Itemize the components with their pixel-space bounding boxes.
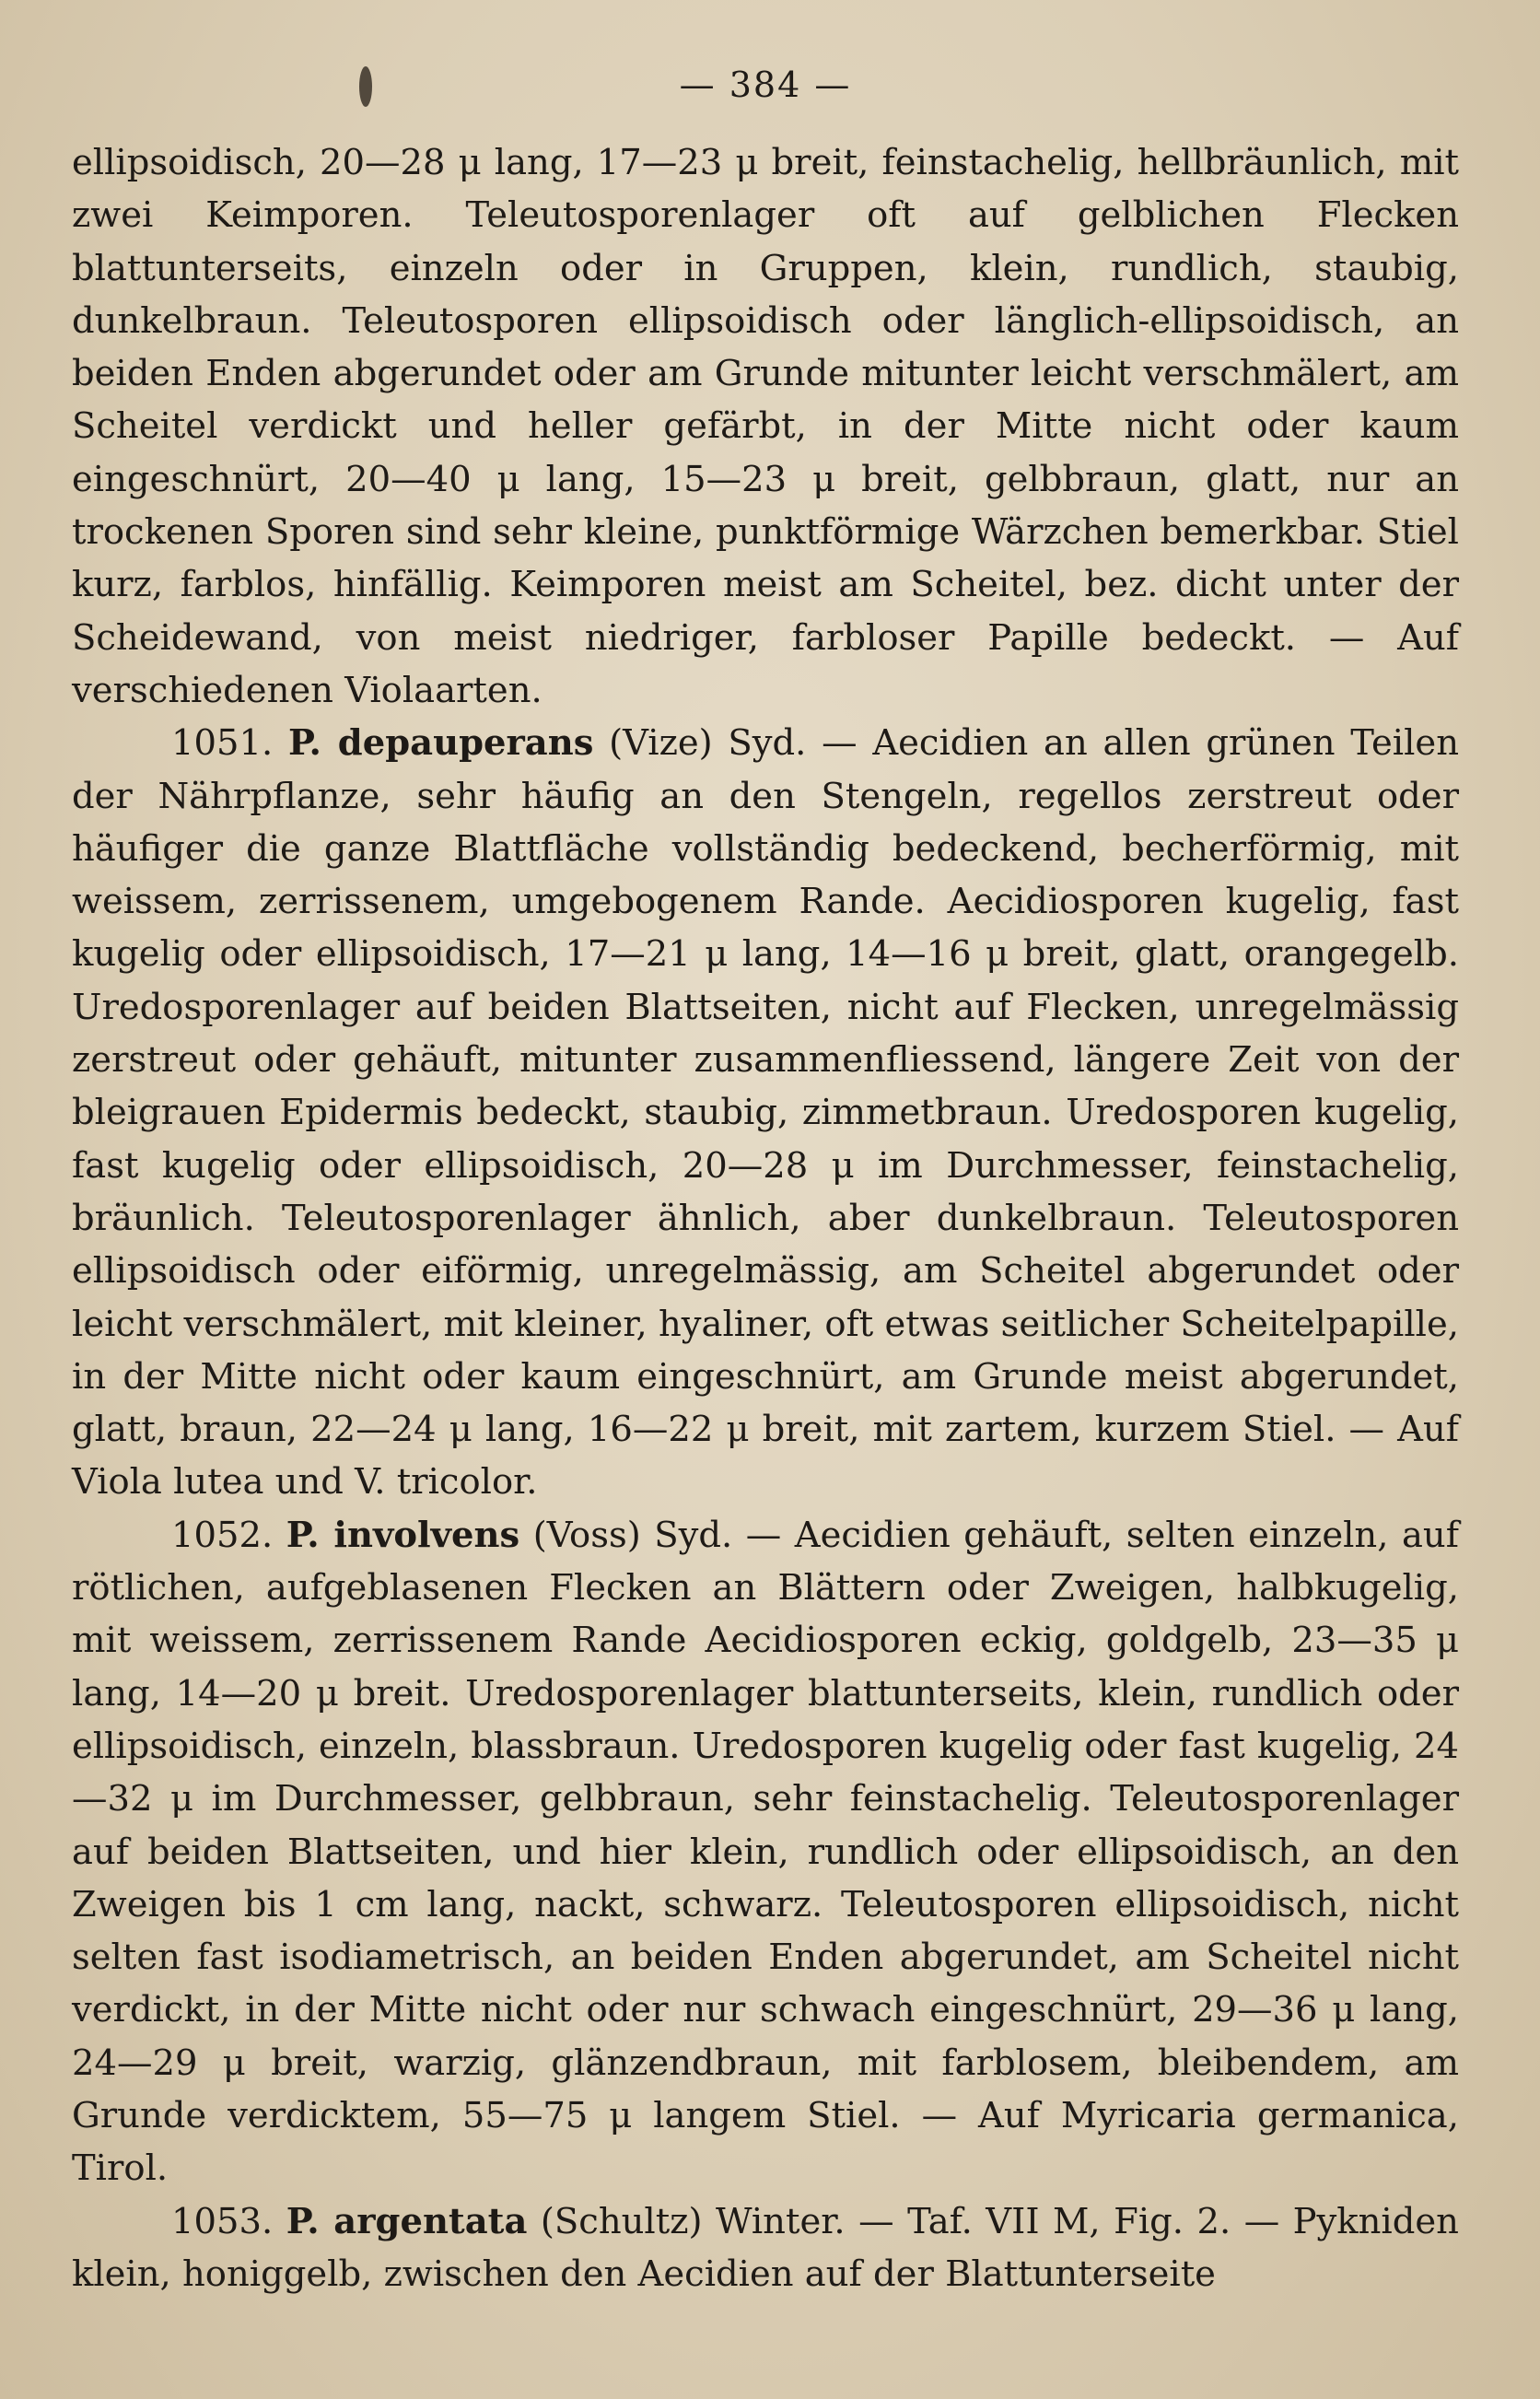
species-name: P. depauperans [287,722,594,765]
entry-number: 1051. [171,722,274,765]
species-name: P. involvens [286,1514,520,1556]
page-number: — 384 — [679,64,852,105]
paragraph-continued: ellipsoidisch, 20—28 μ lang, 17—23 μ breit, feinstachelig, hellbräunlich, mit zwei Keimporen. Teleutosporenlager oft auf gelblichen Flecken blattunterseits, einzeln oder in Gruppen, klein, rundlich, staubig, dunkelbraun. Teleutosporen ellipsoidisch oder länglich-ellipsoidisch, an beiden Enden abgerundet oder am Grunde mitunter leicht verschmälert, am Scheitel verdickt und heller gefärbt, in der Mitte nicht oder kaum eingeschnürt, 20—40 μ lang, 15—23 μ breit, gelbbraun, glatt, nur an trockenen Sporen sind sehr kleine, punktförmige Wärzchen bemerkbar. Stiel kurz, farblos, hinfällig. Keimporen meist am Scheitel, bez. dicht unter der Scheidewand, von meist niedriger, farbloser Papille bedeckt. — Auf verschiedenen Violaarten. [72,142,1459,711]
entry-1051 [72,717,1459,1508]
entry-text: Aecidien an allen grünen Teilen der Nährpflanze, sehr häufig an den Stengeln, regellos zerstreut oder häufiger die ganze Blattfläche vollständig bedeckend, becherförmig, mit weissem, zerrissenem, umgebogenem Rande. Aecidiosporen kugelig, fast kugelig oder ellipsoidisch, 17—21 μ lang, 14—16 μ breit, glatt, orangegelb. Uredosporenlager auf beiden Blattseiten, nicht auf Flecken, unregelmässig zerstreut oder gehäuft, mitunter zusammenfliessend, längere Zeit von der bleigrauen Epidermis bedeckt, staubig, zimmetbraun. Uredosporen kugelig, fast kugelig oder ellipsoidisch, 20—28 μ im Durchmesser, feinstachelig, bräunlich. Teleutosporenlager ähnlich, aber dunkelbraun. Teleutosporen ellipsoidisch oder eiförmig, unregelmässig, am Scheitel abgerundet oder leicht verschmälert, mit kleiner, hyaliner, oft etwas seitlicher Scheitelpapille, in der Mitte nicht oder kaum eingeschnürt, am Grunde meist abgerundet, glatt, braun, 22—24 μ lang, 16—22 μ breit, mit zartem, kurzem Stiel. — Auf Viola lutea und V. tricolor. [72,722,1459,1504]
entry-text: Pykniden klein, honiggelb, zwischen den Aecidien auf der Blattunterseite [72,2200,1459,2295]
entry-text: Aecidien gehäuft, selten einzeln, auf rötlichen, aufgeblasenen Flecken an Blättern oder Zweigen, halbkugelig, mit weissem, zerrissenem Rande Aecidiosporen eckig, goldgelb, 23—35 μ lang, 14—20 μ breit. Uredosporenlager blattunterseits, klein, rundlich oder ellipsoidisch, einzeln, blassbraun. Uredosporen kugelig oder fast kugelig, 24—32 μ im Durchmesser, gelbbraun, sehr feinstachelig. Teleutosporenlager auf beiden Blattseiten, und hier klein, rundlich oder ellipsoidisch, an den Zweigen bis 1 cm lang, nackt, schwarz. Teleutosporen ellipsoidisch, nicht selten fast isodiametrisch, an beiden Enden abgerundet, am Scheitel nicht verdickt, in der Mitte nicht oder nur schwach eingeschnürt, 29—36 μ lang, 24—29 μ breit, warzig, glänzendbraun, mit farblosem, bleibendem, am Grunde verdicktem, 55—75 μ langem Stiel. — Auf Myricaria germanica, Tirol. [72,1514,1459,2190]
entry-1053 [72,2195,1459,2301]
entry-number: 1052. [171,1514,274,1556]
species-author: (Schultz) Winter. — Taf. VII M, Fig. 2. — [527,2200,1293,2242]
entry-1052 [72,1509,1459,2195]
species-author: (Voss) Syd. — [519,1514,795,1556]
ink-blot [359,66,372,107]
species-name: P. argentata [286,2200,528,2242]
species-author: (Vize) Syd. — [593,722,873,765]
entry-number: 1053. [171,2200,274,2242]
